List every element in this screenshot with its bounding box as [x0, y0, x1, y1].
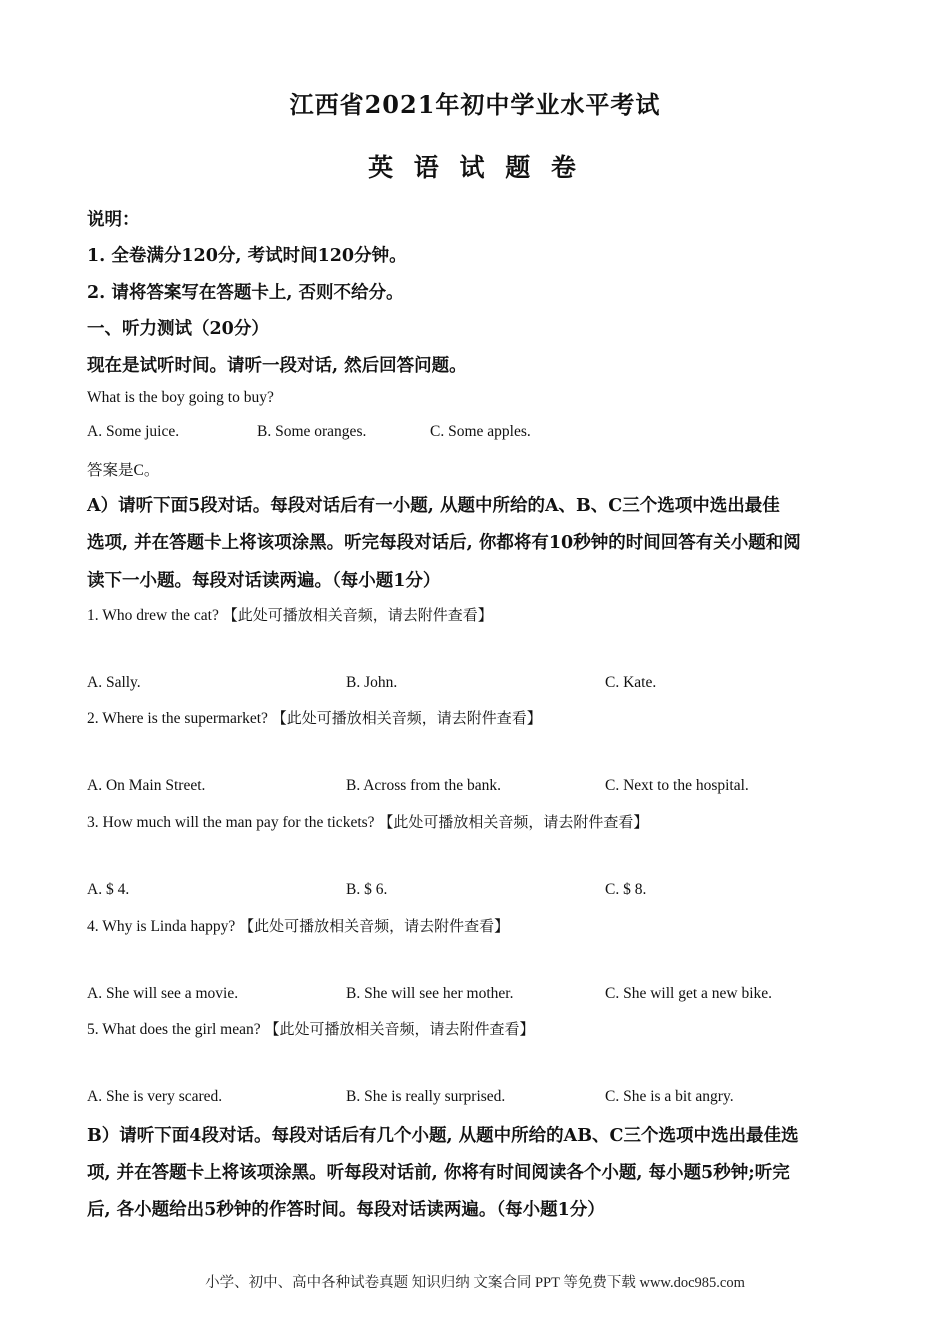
q3-option-c: C. $ 8.	[605, 881, 647, 898]
partB-instruction-line-1: B）请听下面4段对话。每段对话后有几个小题, 从题中所给的AB、C三个选项中选出最佳选	[87, 1126, 799, 1146]
instruction-item-1: 1. 全卷满分120分, 考试时间120分钟。	[87, 246, 407, 266]
audio-note-link[interactable]: 【此处可播放相关音频，请去附件查看】	[378, 813, 649, 831]
q5-option-a: A. She is very scared.	[87, 1088, 223, 1105]
section-listening-heading: 一、听力测试（20分）	[87, 319, 269, 339]
question-1	[87, 604, 493, 625]
trial-option-b: B. Some oranges.	[257, 423, 367, 440]
question-text: 3. How much will the man pay for the tickets?	[87, 814, 375, 831]
exam-subtitle: 英 语 试 题 卷	[368, 153, 582, 182]
trial-intro: 现在是试听时间。请听一段对话, 然后回答问题。	[87, 356, 467, 376]
q3-option-a: A. $ 4.	[87, 881, 130, 898]
q2-option-c: C. Next to the hospital.	[605, 777, 749, 794]
q5-option-b: B. She is really surprised.	[346, 1088, 506, 1105]
audio-note-link[interactable]: 【此处可播放相关音频，请去附件查看】	[264, 1020, 535, 1038]
q1-option-a: A. Sally.	[87, 674, 141, 691]
q4-option-a: A. She will see a movie.	[87, 985, 239, 1002]
trial-answer: 答案是C。	[87, 462, 160, 479]
question-text: 4. Why is Linda happy?	[87, 918, 236, 935]
question-text: 5. What does the girl mean?	[87, 1021, 261, 1038]
partA-instruction-line-3: 读下一小题。每段对话读两遍。（每小题1分）	[87, 571, 441, 591]
partB-instruction-line-2: 项, 并在答题卡上将该项涂黑。听每段对话前, 你将有时间阅读各个小题, 每小题5秒钟;听完	[87, 1163, 790, 1183]
q2-option-a: A. On Main Street.	[87, 777, 206, 794]
exam-title: 江西省2021年初中学业水平考试	[289, 90, 661, 119]
question-2	[87, 707, 542, 728]
q3-option-b: B. $ 6.	[346, 881, 388, 898]
q1-option-c: C. Kate.	[605, 674, 657, 691]
trial-question: What is the boy going to buy?	[87, 389, 274, 406]
instruction-item-2: 2. 请将答案写在答题卡上, 否则不给分。	[87, 283, 404, 303]
audio-note-link[interactable]: 【此处可播放相关音频，请去附件查看】	[222, 606, 493, 624]
trial-option-a: A. Some juice.	[87, 423, 180, 440]
question-text: 1. Who drew the cat?	[87, 607, 219, 624]
question-5	[87, 1018, 535, 1039]
question-4	[87, 915, 509, 936]
instructions-heading: 说明：	[87, 210, 140, 230]
q4-option-c: C. She will get a new bike.	[605, 985, 773, 1002]
q5-option-c: C. She is a bit angry.	[605, 1088, 734, 1105]
audio-note-link[interactable]: 【此处可播放相关音频，请去附件查看】	[239, 917, 510, 935]
partA-instruction-line-1: A）请听下面5段对话。每段对话后有一小题, 从题中所给的A、B、C三个选项中选出最佳	[87, 496, 780, 516]
page-footer: 小学、初中、高中各种试卷真题 知识归纳 文案合同 PPT 等免费下载 www.doc985.com	[205, 1275, 745, 1291]
audio-note-link[interactable]: 【此处可播放相关音频，请去附件查看】	[271, 709, 542, 727]
question-text: 2. Where is the supermarket?	[87, 710, 268, 727]
q2-option-b: B. Across from the bank.	[346, 777, 501, 794]
trial-option-c: C. Some apples.	[430, 423, 531, 440]
question-3	[87, 811, 648, 832]
q4-option-b: B. She will see her mother.	[346, 985, 514, 1002]
partB-instruction-line-3: 后, 各小题给出5秒钟的作答时间。每段对话读两遍。（每小题1分）	[87, 1200, 605, 1220]
q1-option-b: B. John.	[346, 674, 398, 691]
partA-instruction-line-2: 选项, 并在答题卡上将该项涂黑。听完每段对话后, 你都将有10秒钟的时间回答有关小题和阅	[87, 533, 801, 553]
